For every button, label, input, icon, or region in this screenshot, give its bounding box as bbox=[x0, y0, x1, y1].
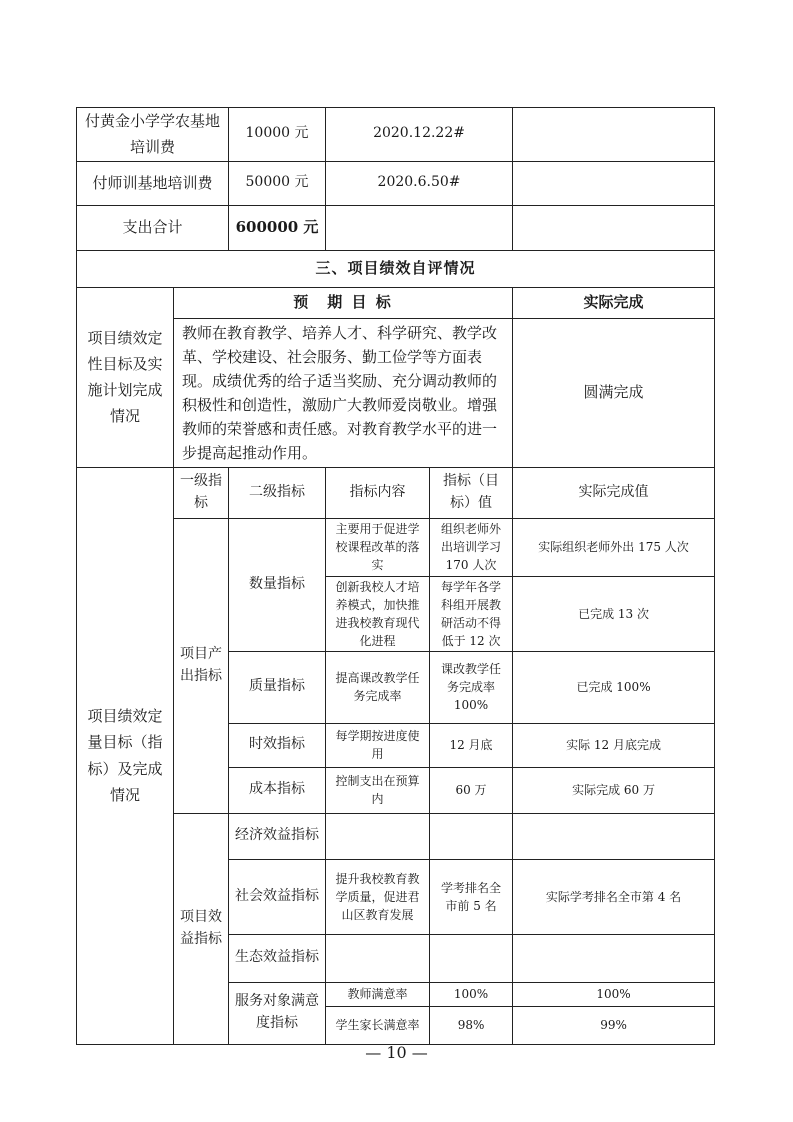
expense-row bbox=[77, 108, 715, 162]
expense-date bbox=[326, 205, 513, 250]
indicator-content bbox=[326, 813, 430, 859]
indicator-target bbox=[430, 813, 513, 859]
indicator-content: 控制支出在预算内 bbox=[326, 767, 430, 813]
qualitative-row-label: 项目绩效定性目标及实施计划完成情况 bbox=[77, 287, 174, 467]
indicator-actual: 已完成 100% bbox=[513, 651, 715, 723]
indicator-actual: 实际 12 月底完成 bbox=[513, 723, 715, 767]
header-target: 指标（目标）值 bbox=[430, 467, 513, 518]
expense-row bbox=[77, 161, 715, 205]
expense-date: 2020.6.50# bbox=[326, 161, 513, 205]
indicator-content: 提高课改教学任务完成率 bbox=[326, 651, 430, 723]
actual-completion-text: 圆满完成 bbox=[513, 318, 715, 467]
cost-label: 成本指标 bbox=[229, 767, 326, 813]
timeliness-label: 时效指标 bbox=[229, 723, 326, 767]
section-title: 三、项目绩效自评情况 bbox=[77, 250, 715, 287]
quality-label: 质量指标 bbox=[229, 651, 326, 723]
header-level2: 二级指标 bbox=[229, 467, 326, 518]
indicator-target: 学考排名全市前 5 名 bbox=[430, 859, 513, 934]
expense-item: 付师训基地培训费 bbox=[77, 161, 229, 205]
indicator-target: 组织老师外出培训学习170 人次 bbox=[430, 518, 513, 576]
indicator-content: 创新我校人才培养模式，加快推进我校教育现代化进程 bbox=[326, 576, 430, 651]
social-label: 社会效益指标 bbox=[229, 859, 326, 934]
indicator-actual: 实际组织老师外出 175 人次 bbox=[513, 518, 715, 576]
expense-note bbox=[513, 108, 715, 162]
indicator-content bbox=[326, 934, 430, 982]
indicator-actual bbox=[513, 934, 715, 982]
actual-completion-header: 实际完成 bbox=[513, 287, 715, 318]
indicator-content: 每学期按进度使用 bbox=[326, 723, 430, 767]
expense-note bbox=[513, 205, 715, 250]
header-actual: 实际完成值 bbox=[513, 467, 715, 518]
indicator-target: 课改教学任务完成率100% bbox=[430, 651, 513, 723]
economic-label: 经济效益指标 bbox=[229, 813, 326, 859]
indicator-content: 教师满意率 bbox=[326, 982, 430, 1006]
indicator-target: 每学年各学科组开展教研活动不得低于 12 次 bbox=[430, 576, 513, 651]
performance-table bbox=[76, 107, 715, 1045]
header-content: 指标内容 bbox=[326, 467, 430, 518]
expense-total-label: 支出合计 bbox=[77, 205, 229, 250]
indicator-target bbox=[430, 934, 513, 982]
quantity-label: 数量指标 bbox=[229, 518, 326, 651]
indicator-actual: 99% bbox=[513, 1006, 715, 1044]
indicator-content: 主要用于促进学校课程改革的落实 bbox=[326, 518, 430, 576]
expense-amount: 50000 元 bbox=[229, 161, 326, 205]
output-group-label: 项目产出指标 bbox=[174, 518, 229, 813]
indicator-actual: 100% bbox=[513, 982, 715, 1006]
indicator-content: 提升我校教育教学质量，促进君山区教育发展 bbox=[326, 859, 430, 934]
indicator-target: 100% bbox=[430, 982, 513, 1006]
expense-amount: 10000 元 bbox=[229, 108, 326, 162]
ecological-label: 生态效益指标 bbox=[229, 934, 326, 982]
expense-total-amount: 600000 元 bbox=[229, 205, 326, 250]
indicator-target: 98% bbox=[430, 1006, 513, 1044]
indicator-actual bbox=[513, 813, 715, 859]
expected-goal-header: 预 期 目 标 bbox=[174, 287, 513, 318]
header-level1: 一级指标 bbox=[174, 467, 229, 518]
expense-note bbox=[513, 161, 715, 205]
indicator-actual: 实际学考排名全市第 4 名 bbox=[513, 859, 715, 934]
benefit-group-label: 项目效益指标 bbox=[174, 813, 229, 1044]
expected-goal-text: 教师在教育教学、培养人才、科学研究、教学改革、学校建设、社会服务、勤工俭学等方面表现。成绩优秀的给子适当奖励、充分调动教师的积极性和创造性，激励广大教师爱岗敬业。增强教师的荣誉感和责任感。对教育教学水平的进一步提高起推动作用。 bbox=[174, 318, 513, 467]
expense-item: 付黄金小学学农基地培训费 bbox=[77, 108, 229, 162]
indicator-target: 60 万 bbox=[430, 767, 513, 813]
indicator-actual: 已完成 13 次 bbox=[513, 576, 715, 651]
page-number: — 10 — bbox=[365, 1043, 428, 1062]
satisfaction-label: 服务对象满意度指标 bbox=[229, 982, 326, 1044]
indicator-target: 12 月底 bbox=[430, 723, 513, 767]
quantitative-row-label: 项目绩效定量目标（指标）及完成情况 bbox=[77, 467, 174, 1044]
expense-total-row bbox=[77, 205, 715, 250]
expense-date: 2020.12.22# bbox=[326, 108, 513, 162]
indicator-actual: 实际完成 60 万 bbox=[513, 767, 715, 813]
indicator-content: 学生家长满意率 bbox=[326, 1006, 430, 1044]
